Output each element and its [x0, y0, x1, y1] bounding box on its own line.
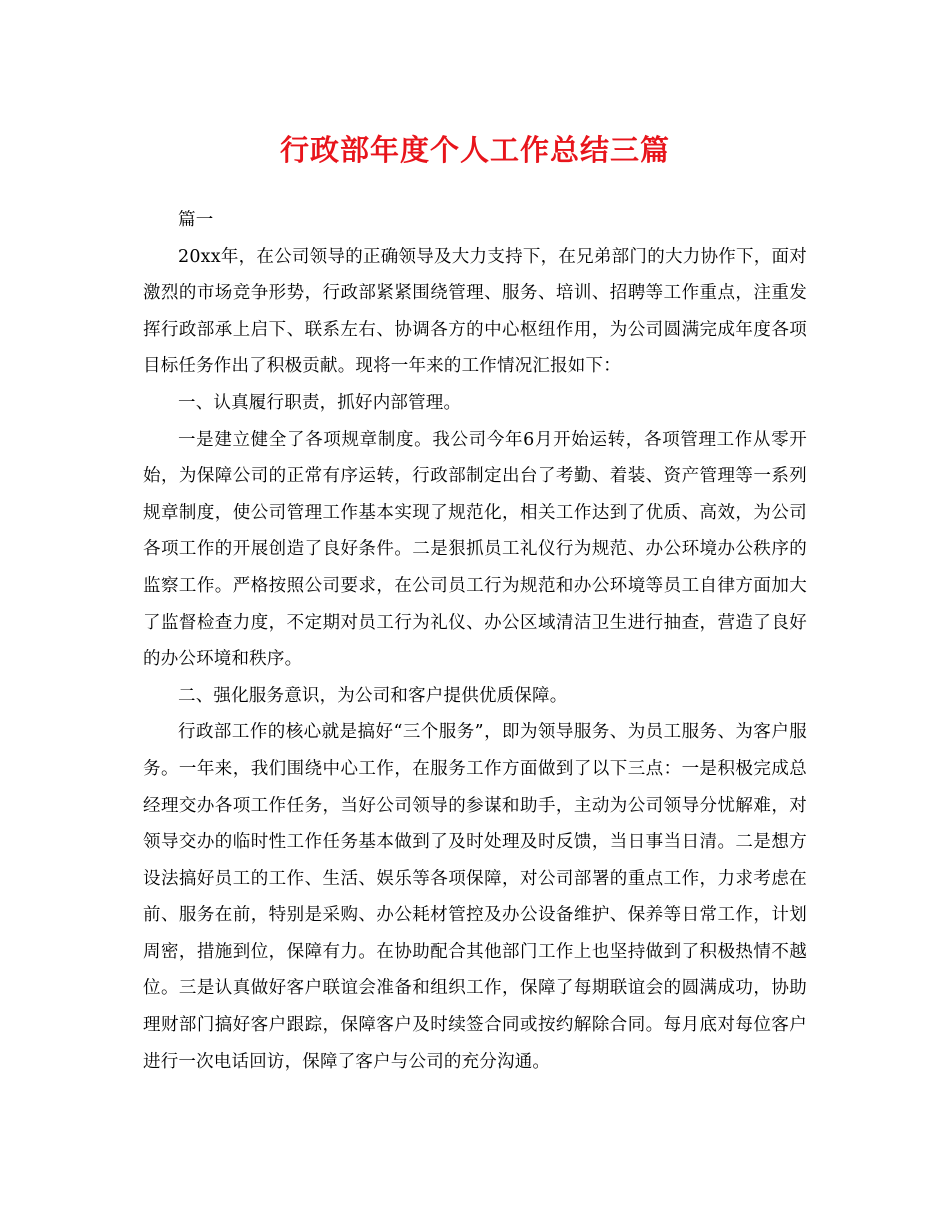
document-body	[143, 202, 807, 1080]
section-heading-part-one: 篇一	[178, 210, 214, 230]
document-title: 行政部年度个人工作总结三篇	[279, 133, 670, 167]
internal-management-paragraph: 一是建立健全了各项规章制度。我公司今年6月开始运转，各项管理工作从零开始，为保障公司的正常有序运转，行政部制定出台了考勤、着装、资产管理等一系列规章制度，使公司管理工作基本实现了规范化，相关工作达到了优质、高效，为公司各项工作的开展创造了良好条件。二是狠抓员工礼仪行为规范、办公环境办公秩序的监察工作。严格按照公司要求，在公司员工行为规范和办公环境等员工自律方面加大了监督检查力度，不定期对员工行为礼仪、办公区域清洁卫生进行抽查，营造了良好的办公环境和秩序。	[143, 429, 807, 670]
section-heading-internal-management: 一、认真履行职责，抓好内部管理。	[178, 392, 462, 413]
intro-paragraph: 20xx年，在公司领导的正确领导及大力支持下，在兄弟部门的大力协作下，面对激烈的市场竞争形势，行政部紧紧围绕管理、服务、培训、招聘等工作重点，注重发挥行政部承上启下、联系左右、协调各方的中心枢纽作用，为公司圆满完成年度各项目标任务作出了积极贡献。现将一年来的工作情况汇报如下：	[143, 246, 807, 377]
service-paragraph: 行政部工作的核心就是搞好“三个服务”，即为领导服务、为员工服务、为客户服务。一年来，我们围绕中心工作，在服务工作方面做到了以下三点：一是积极完成总经理交办各项工作任务，当好公司领导的参谋和助手，主动为公司领导分忧解难，对领导交办的临时性工作任务基本做到了及时处理及时反馈，当日事当日清。二是想方设法搞好员工的工作、生活、娱乐等各项保障，对公司部署的重点工作，力求考虑在前、服务在前，特别是采购、办公耗材管控及办公设备维护、保养等日常工作，计划周密，措施到位，保障有力。在协助配合其他部门工作上也坚持做到了积极热情不越位。三是认真做好客户联谊会准备和组织工作，保障了每期联谊会的圆满成功，协助理财部门搞好客户跟踪，保障客户及时续签合同或按约解除合同。每月底对每位客户进行一次电话回访，保障了客户与公司的充分沟通。	[143, 722, 807, 1072]
section-heading-service-awareness: 二、强化服务意识，为公司和客户提供优质保障。	[178, 685, 568, 706]
